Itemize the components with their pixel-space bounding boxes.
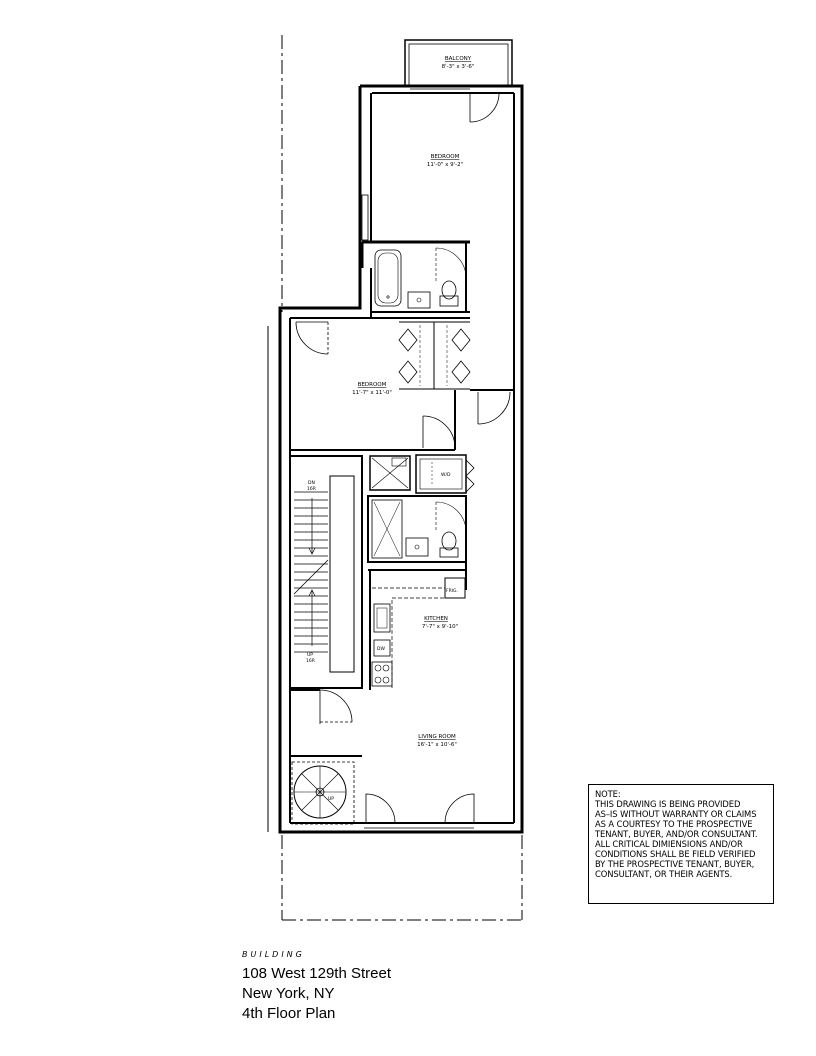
kitchen-dims: 7'-7" x 9'-10" bbox=[421, 624, 459, 630]
stair-door[interactable] bbox=[290, 690, 352, 724]
spiral-up-label: UP bbox=[328, 797, 335, 802]
bedroom1-window bbox=[362, 195, 368, 240]
note-line: CONSULTANT, OR THEIR AGENTS. bbox=[595, 869, 733, 879]
balcony bbox=[405, 40, 512, 86]
note-line: ALL CRITICAL DIMIENSIONS AND/OR bbox=[595, 839, 743, 849]
note-line: BY THE PROSPECTIVE TENANT, BUYER, bbox=[595, 859, 755, 869]
stair-dn-risers: 16R bbox=[307, 487, 316, 492]
living-dims: 16'-1" x 10'-6" bbox=[417, 742, 457, 748]
note-line: AS A COURTESY TO THE PROSPECTIVE bbox=[595, 819, 753, 829]
note-line: TENANT, BUYER, AND/OR CONSULTANT. bbox=[595, 829, 758, 839]
frig-label: FRIG. bbox=[446, 589, 458, 594]
stair bbox=[290, 456, 362, 688]
bedroom1-dims: 11'-0" x 9'-2" bbox=[426, 162, 464, 168]
utility-area bbox=[370, 455, 474, 493]
bathroom-1 bbox=[362, 242, 470, 318]
note-line: NOTE: bbox=[595, 789, 621, 799]
bedroom2-door[interactable] bbox=[296, 322, 328, 354]
balcony-dims: 8'-3" x 3'-6" bbox=[441, 64, 475, 70]
plan-title: 4th Floor Plan bbox=[242, 1005, 336, 1022]
bathroom-2 bbox=[368, 496, 466, 562]
exterior-walls bbox=[280, 86, 522, 832]
kitchen-label: KITCHEN bbox=[424, 616, 448, 622]
address-line-2: New York, NY bbox=[242, 985, 335, 1002]
spiral-stair bbox=[290, 756, 362, 824]
bedroom2-label: BEDROOM bbox=[357, 382, 387, 388]
balcony-label: BALCONY bbox=[444, 56, 472, 62]
bedroom2-dims: 11'-7" x 11'-0" bbox=[352, 390, 392, 396]
hall-doors[interactable] bbox=[423, 390, 514, 450]
note-line: CONDITIONS SHALL BE FIELD VERIFIED bbox=[595, 849, 756, 859]
disclaimer-note bbox=[588, 784, 774, 904]
bedroom1-label: BEDROOM bbox=[430, 154, 460, 160]
closets bbox=[370, 318, 470, 389]
stair-up-label: UP bbox=[307, 653, 314, 658]
building-kicker: BUILDING bbox=[242, 950, 305, 959]
address-line-1: 108 West 129th Street bbox=[242, 965, 391, 982]
living-label: LIVING ROOM bbox=[418, 734, 456, 740]
stair-up-risers: 16R bbox=[306, 659, 315, 664]
note-line: AS–IS WITHOUT WARRANTY OR CLAIMS bbox=[595, 809, 757, 819]
building-info bbox=[242, 950, 391, 1024]
note-line: THIS DRAWING IS BEING PROVIDED bbox=[595, 799, 741, 809]
wd-label: W/D bbox=[441, 473, 451, 478]
stair-dn-label: DN bbox=[308, 481, 315, 486]
dw-label: DW bbox=[377, 647, 385, 652]
property-lines bbox=[282, 35, 522, 920]
